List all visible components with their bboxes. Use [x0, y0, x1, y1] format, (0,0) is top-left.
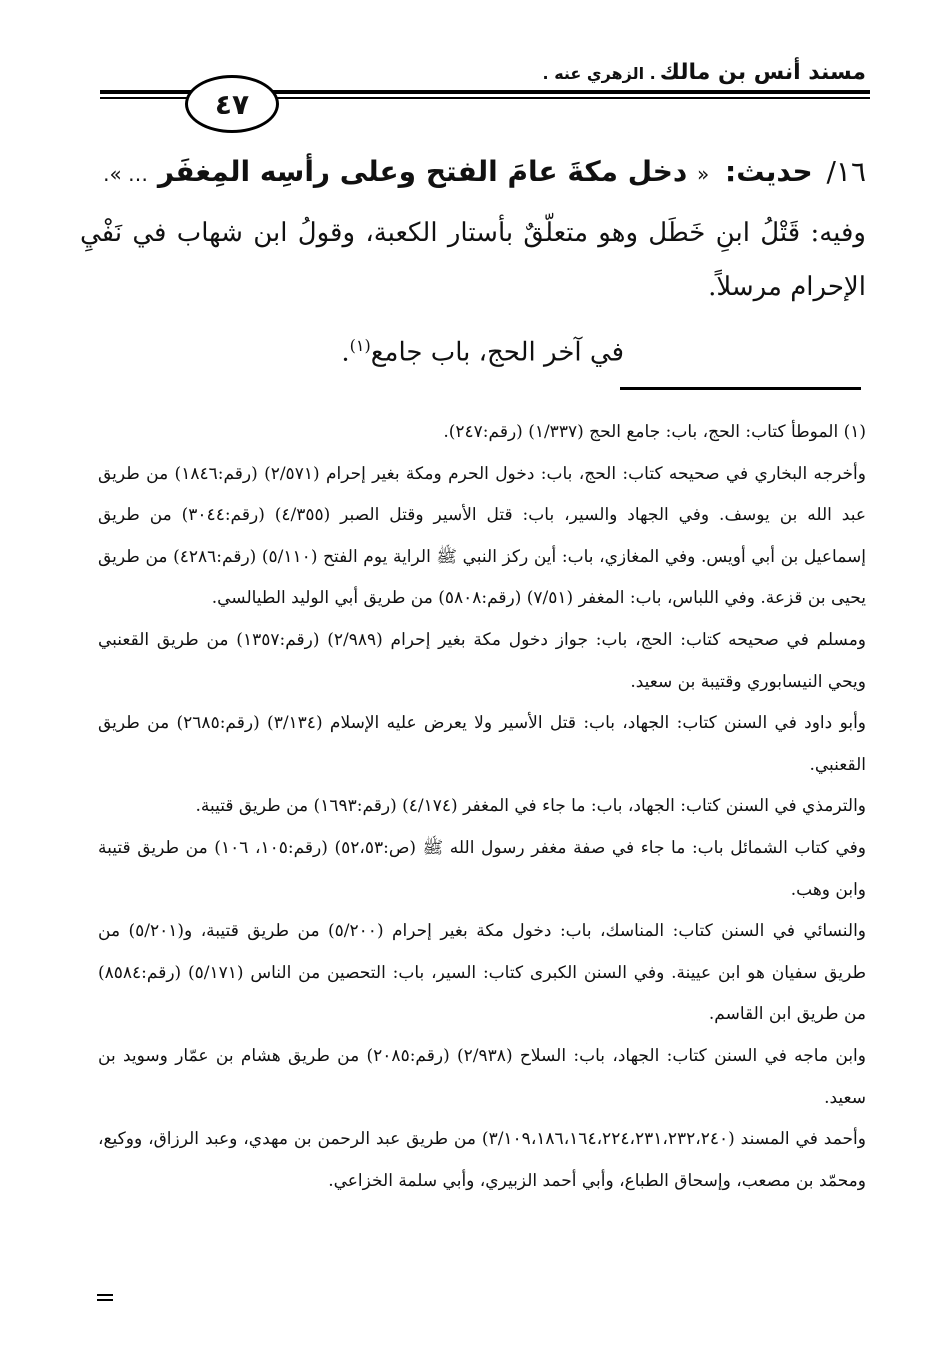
source-end: . [341, 337, 350, 368]
footnote-paragraph: والترمذي في السنن كتاب: الجهاد، باب: ما جاء في المغفر (٤/١٧٤) (رقم:١٦٩٣) من طريق قتيبة. [195, 796, 866, 817]
source-text: في آخر الحج، باب جامع [370, 337, 624, 368]
hadith-text: دخل مكةَ عامَ الفتح وعلى رأسِه المِغفَر [157, 155, 688, 188]
footnotes [98, 412, 866, 1202]
hadith-body: وفيه: قَتْلُ ابنِ خَطَل وهو متعلّقٌ بأستار الكعبة، وقولُ ابن شهاب في نَفْيِ الإحرام مرسلاً. [80, 218, 866, 302]
footnote-paragraph: وأبو داود في السنن كتاب: الجهاد، باب: قتل الأسير ولا يعرض عليه الإسلام (٣/١٣٤) (رقم:٢٦٨٥) من طريق القعنبي. [98, 713, 867, 775]
running-subtitle: . الزهري عنه . [542, 64, 656, 83]
hadith-number: ١٦/ [826, 155, 866, 188]
page-number-oval [185, 75, 279, 133]
footnote-ref: (١) [349, 336, 371, 355]
footnote-paragraph: وابن ماجه في السنن كتاب: الجهاد، باب: السلاح (٢/٩٣٨) (رقم:٢٠٨٥) من طريق هشام بن عمّار وسويد بن سعيد. [98, 1045, 866, 1108]
source-line [341, 326, 624, 373]
running-title [543, 58, 866, 89]
footnote-separator [620, 387, 861, 390]
footnote-paragraph: وأخرجه البخاري في صحيحه كتاب: الحج، باب: دخول الحرم ومكة بغير إحرام (٢/٥٧١) (رقم:١٨٤٦) من طريق عبد الله بن يوسف. وفي الجهاد والسير، باب: قتل الأسير وقتل الصبر (٤/٣٥٥) (رقم:٣٠٤٤) من طريق إسماعيل بن أبي أويس. وفي المغازي، باب: أين ركز النبي ﷺ الراية يوم الفتح (٥/١١٠) (رقم:٤٢٨٦) من طريق يحيى بن قزعة. وفي اللباس، باب: المغفر (٧/٥١) (رقم:٥٨٠٨) من طريق أبي الوليد الطيالسي. [98, 463, 867, 609]
footnote-paragraph: وفي كتاب الشمائل باب: ما جاء في صفة مغفر رسول الله ﷺ (ص:٥٢،٥٣) (رقم:١٠٥، ١٠٦) من طريق قتيبة وابن وهب. [98, 837, 867, 900]
footnote-paragraph: ومسلم في صحيحه كتاب: الحج، باب: جواز دخول مكة بغير إحرام (٢/٩٨٩) (رقم:١٣٥٧) من طريق القعنبي ويحي النيسابوري وقتيبة بن سعيد. [98, 629, 867, 692]
quote-open: « [697, 162, 710, 186]
hadith-heading [103, 152, 866, 194]
footnote-paragraph: والنسائي في السنن كتاب: المناسك، باب: دخول مكة بغير إحرام (٥/٢٠٠) من طريق قتيبة، و(٥/٢٠١) من طريق سفيان هو ابن عيينة. وفي السنن الكبرى كتاب: السير، باب: التحصين من الناس (٥/١٧١) (رقم:٨٥٨٤) من طريق ابن القاسم. [98, 921, 866, 1025]
running-title-text: مسند أنس بن مالك [659, 60, 866, 85]
end-mark [97, 1294, 113, 1304]
footnote-paragraph: وأحمد في المسند (٣/١٠٩،١٨٦،١٦٤،٢٢٤،٢٣١،٢٣٢،٢٤٠) من طريق عبد الرحمن بن مهدي، وعبد الرزاق، ووكيع، ومحمّد بن مصعب، وإسحاق الطباع، وأبي أحمد الزبيري، وأبي سلمة الخزاعي. [98, 1129, 866, 1191]
page-number: ٤٧ [214, 87, 250, 121]
footnote-paragraph: (١) الموطأ كتاب: الحج، باب: جامع الحج (١/٣٣٧) (رقم:٢٤٧). [443, 422, 866, 442]
hadith-label: حديث: [725, 155, 813, 188]
quote-close: … ». [103, 162, 149, 186]
